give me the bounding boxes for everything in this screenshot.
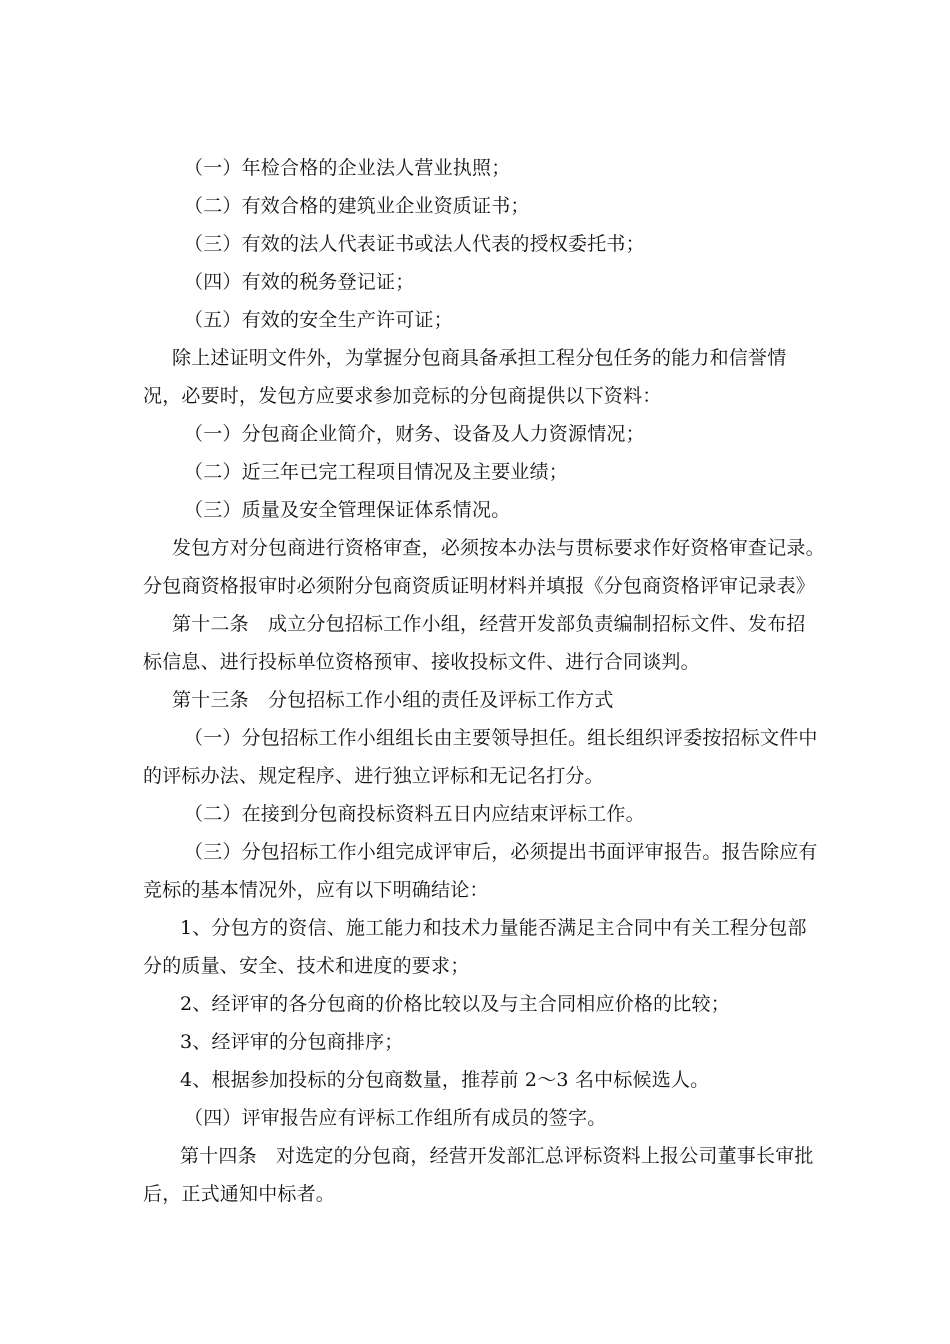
text-line: （一）年检合格的企业法人营业执照； xyxy=(184,157,511,179)
text-line: 第十二条 成立分包招标工作小组，经营开发部负责编制招标文件、发布招 xyxy=(172,613,806,635)
text-line: 标信息、进行投标单位资格预审、接收投标文件、进行合同谈判。 xyxy=(143,651,700,673)
text-line: （四）有效的税务登记证； xyxy=(184,271,415,293)
text-line: （三）有效的法人代表证书或法人代表的授权委托书； xyxy=(184,233,645,255)
text-line: 第十四条 对选定的分包商，经营开发部汇总评标资料上报公司董事长审批 xyxy=(180,1145,814,1167)
text-line: 的评标办法、规定程序、进行独立评标和无记名打分。 xyxy=(143,765,604,787)
text-line: （三）分包招标工作小组完成评审后，必须提出书面评审报告。报告除应有 xyxy=(184,841,818,863)
text-line: 1、分包方的资信、施工能力和技术力量能否满足主合同中有关工程分包部 xyxy=(180,917,807,939)
text-line: （二）在接到分包商投标资料五日内应结束评标工作。 xyxy=(184,803,645,825)
text-line: 况，必要时，发包方应要求参加竞标的分包商提供以下资料： xyxy=(143,385,662,407)
text-line: （五）有效的安全生产许可证； xyxy=(184,309,453,331)
text-line: （一）分包招标工作小组组长由主要领导担任。组长组织评委按招标文件中 xyxy=(184,727,818,749)
text-line: 竞标的基本情况外，应有以下明确结论： xyxy=(143,879,489,901)
text-line: 第十三条 分包招标工作小组的责任及评标工作方式 xyxy=(172,689,614,711)
text-line: （三）质量及安全管理保证体系情况。 xyxy=(184,499,511,521)
text-line: 4、根据参加投标的分包商数量，推荐前 2～3 名中标候选人。 xyxy=(180,1069,710,1091)
text-line: （二）有效合格的建筑业企业资质证书； xyxy=(184,195,530,217)
text-line: 后，正式通知中标者。 xyxy=(143,1183,336,1205)
text-line: 3、经评审的分包商排序； xyxy=(180,1031,404,1053)
text-line: （四）评审报告应有评标工作组所有成员的签字。 xyxy=(184,1107,607,1129)
text-line: 发包方对分包商进行资格审查，必须按本办法与贯标要求作好资格审查记录。 xyxy=(172,537,825,559)
text-line: 分的质量、安全、技术和进度的要求； xyxy=(143,955,470,977)
text-line: （二）近三年已完工程项目情况及主要业绩； xyxy=(184,461,569,483)
text-line: 2、经评审的各分包商的价格比较以及与主合同相应价格的比较； xyxy=(180,993,730,1015)
text-line: （一）分包商企业简介，财务、设备及人力资源情况； xyxy=(184,423,645,445)
text-line: 分包商资格报审时必须附分包商资质证明材料并填报《分包商资格评审记录表》 xyxy=(143,575,816,597)
text-line: 除上述证明文件外，为掌握分包商具备承担工程分包任务的能力和信誉情 xyxy=(172,347,787,369)
